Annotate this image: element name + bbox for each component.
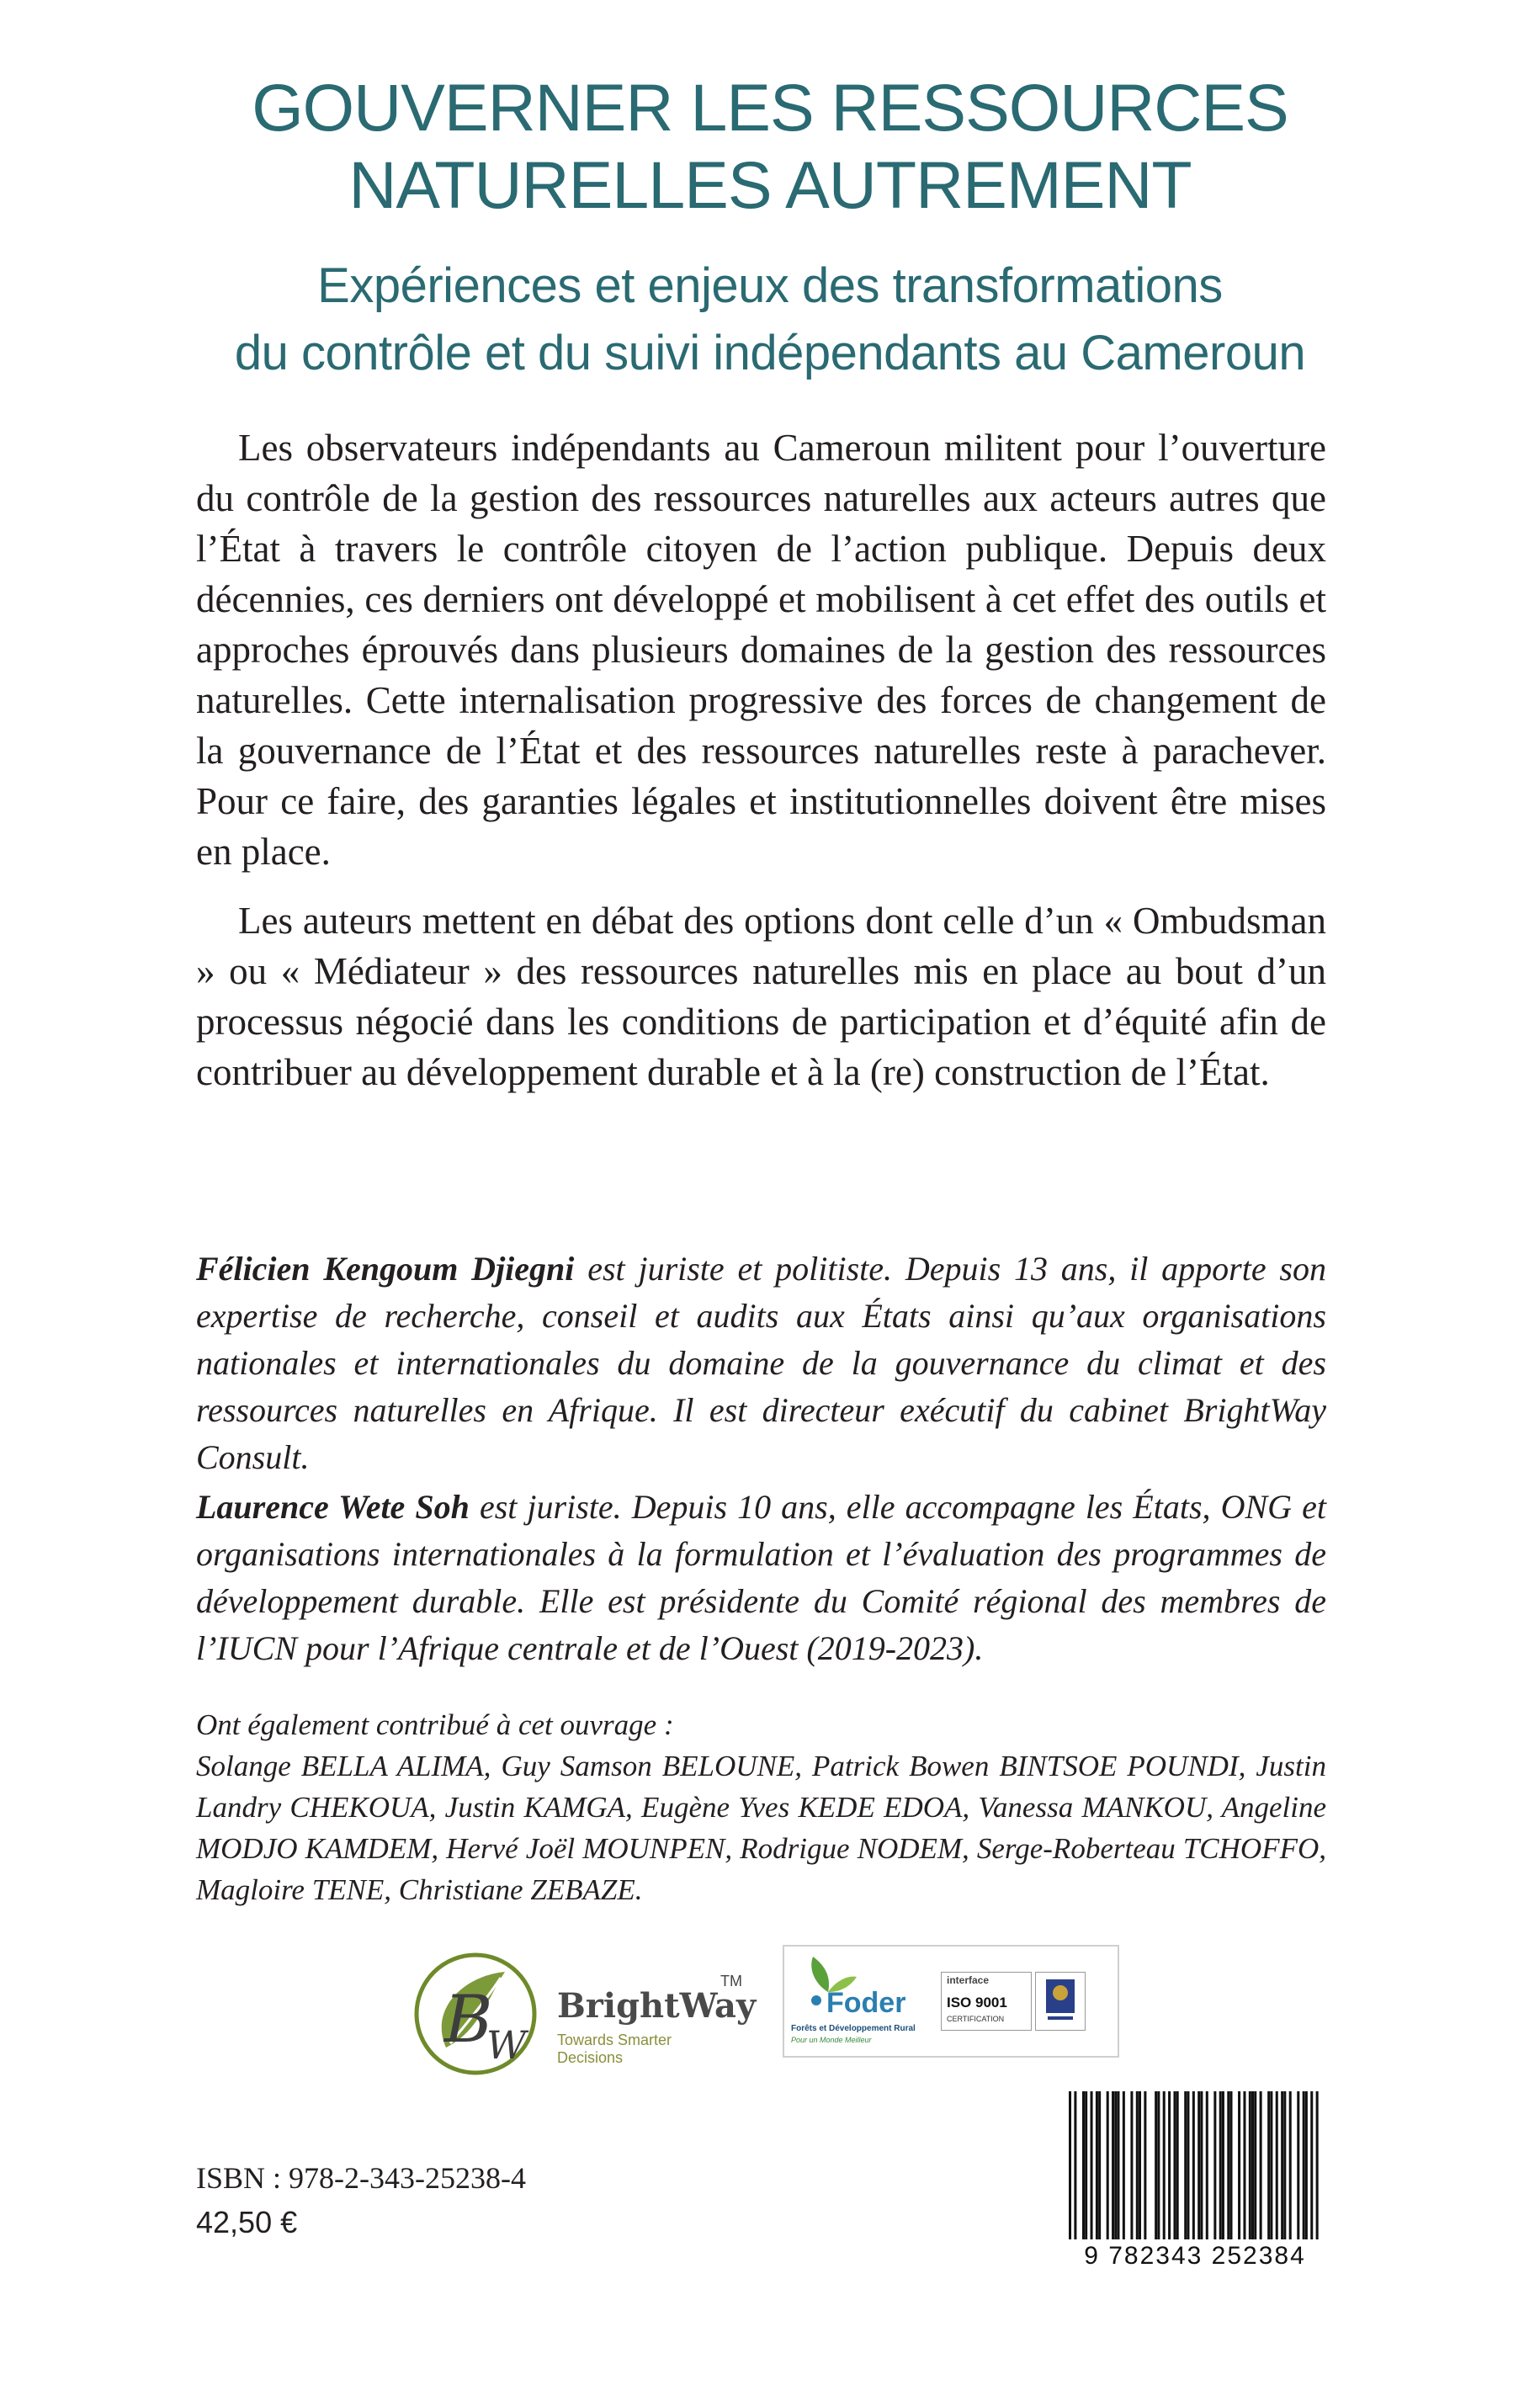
iso-badge-sub: CERTIFICATION bbox=[947, 2015, 1005, 2023]
barcode-bar bbox=[1123, 2091, 1125, 2239]
summary bbox=[196, 422, 1326, 1116]
barcode-bar bbox=[1251, 2091, 1254, 2239]
barcode-bar bbox=[1206, 2091, 1208, 2239]
barcode-bar bbox=[1139, 2091, 1141, 2239]
iso-badge-top: interface bbox=[947, 1974, 990, 1986]
barcode-bar bbox=[1085, 2091, 1087, 2239]
isbn-barcode bbox=[1069, 2091, 1321, 2239]
barcode-bar bbox=[1305, 2091, 1308, 2239]
barcode-bar bbox=[1144, 2091, 1146, 2239]
brightway-name: BrightWay bbox=[557, 1986, 757, 2026]
svg-text:W: W bbox=[486, 2022, 527, 2068]
barcode-bar bbox=[1219, 2091, 1222, 2239]
barcode-bar bbox=[1112, 2091, 1114, 2239]
barcode-bar bbox=[1163, 2091, 1166, 2239]
barcode-bar bbox=[1316, 2091, 1319, 2239]
brightway-mark-icon bbox=[412, 1951, 539, 2077]
barcode-bar bbox=[1176, 2091, 1179, 2239]
barcode-bar bbox=[1289, 2091, 1292, 2239]
barcode-bar bbox=[1187, 2091, 1189, 2239]
isbn-number: ISBN : 978-2-343-25238-4 bbox=[196, 2161, 526, 2195]
barcode-bar bbox=[1136, 2091, 1139, 2239]
barcode-bar bbox=[1173, 2091, 1176, 2239]
barcode-bar bbox=[1168, 2091, 1171, 2239]
barcode-bar bbox=[1098, 2091, 1101, 2239]
barcode-bar bbox=[1155, 2091, 1157, 2239]
barcode-bar bbox=[1249, 2091, 1251, 2239]
barcode-bar bbox=[1270, 2091, 1272, 2239]
barcode-bar bbox=[1297, 2091, 1299, 2239]
barcode-bar bbox=[1069, 2091, 1071, 2239]
barcode-bar bbox=[1254, 2091, 1256, 2239]
foder-logo-box bbox=[783, 1945, 1119, 2058]
summary-paragraph-2: Les auteurs mettent en débat des options dont celle d’un « Ombudsman » ou « Médiateur » des ressources naturelles mis en place au bout d’un processus négocié dans les conditions de participation et d’équité afin de contribuer au développement durable et à la (re) construction de l’État. bbox=[196, 900, 1326, 1093]
barcode-bar bbox=[1082, 2091, 1085, 2239]
barcode-bar bbox=[1096, 2091, 1098, 2239]
barcode-bar bbox=[1238, 2091, 1240, 2239]
barcode-digits: 9 782343 252384 bbox=[1084, 2242, 1306, 2270]
barcode-bar bbox=[1222, 2091, 1224, 2239]
title-line-1: GOUVERNER LES RESSOURCES bbox=[252, 70, 1288, 145]
svg-text:B: B bbox=[444, 1982, 493, 2058]
author-bio-text-1: est juriste et politiste. Depuis 13 ans, il apporte son expertise de recherche, conseil et audits aux États ainsi qu’aux organisations nationales et internationales du domaine de la gouvernance du climat et des ressources naturelles en Afrique. Il est directeur exécutif du cabinet BrightWay Consult. bbox=[196, 1250, 1326, 1476]
iso-certification-badge bbox=[941, 1972, 1032, 2031]
brightway-tagline: Towards Smarter Decisions bbox=[557, 2032, 672, 2066]
subtitle-line-2: du contrôle et du suivi indépendants au Cameroun bbox=[234, 326, 1306, 380]
foder-line-2: Pour un Monde Meilleur bbox=[791, 2036, 872, 2044]
contributors-intro: Ont également contribué à cet ouvrage : bbox=[196, 1708, 674, 1741]
barcode-bar bbox=[1114, 2091, 1117, 2239]
barcode-bar bbox=[1310, 2091, 1313, 2239]
summary-paragraph-1: Les observateurs indépendants au Cameroun militent pour l’ouverture du contrôle de la gestion des ressources naturelles aux acteurs autres que l’État à travers le contrôle citoyen de l’action publique. Depuis deux décennies, ces derniers ont développé et mobilisent à cet effet des outils et approches éprouvés dans plusieurs domaines de la gestion des ressources naturelles. Cette internalisation progressive des forces de changement de la gouvernance de l’État et des ressources naturelles reste à parachever. Pour ce faire, des garanties légales et institutionnelles doivent être mises en place. bbox=[196, 427, 1326, 873]
barcode-bar bbox=[1227, 2091, 1229, 2239]
barcode-bar bbox=[1107, 2091, 1109, 2239]
author-name-2: Laurence Wete Soh bbox=[196, 1488, 470, 1526]
contributors bbox=[196, 1704, 1326, 1910]
author-bio-text-2: est juriste. Depuis 10 ans, elle accompagne les États, ONG et organisations internationales à la formulation et l’évaluation des programmes de développement durable. Elle est présidente du Comité régional des membres de l’IUCN pour l’Afrique centrale et de l’Ouest (2019-2023). bbox=[196, 1488, 1326, 1667]
foder-name: Foder bbox=[826, 1987, 906, 2019]
barcode-bar bbox=[1276, 2091, 1278, 2239]
barcode-bar bbox=[1192, 2091, 1195, 2239]
iso-badge-main: ISO 9001 bbox=[947, 1995, 1007, 2011]
barcode-bar bbox=[1283, 2091, 1286, 2239]
foder-line-1: Forêts et Développement Rural bbox=[791, 2024, 916, 2033]
barcode-bar bbox=[1260, 2091, 1262, 2239]
barcode-bar bbox=[1184, 2091, 1187, 2239]
author-bio-2 bbox=[196, 1484, 1326, 1672]
barcode-bar bbox=[1303, 2091, 1305, 2239]
author-name-1: Félicien Kengoum Djiegni bbox=[196, 1250, 575, 1288]
price: 42,50 € bbox=[196, 2205, 298, 2239]
barcode-bar bbox=[1074, 2091, 1076, 2239]
barcode-bars-icon bbox=[1069, 2091, 1321, 2239]
barcode-bar bbox=[1091, 2091, 1093, 2239]
title-line-2: NATURELLES AUTREMENT bbox=[348, 147, 1192, 222]
book-title bbox=[0, 69, 1540, 224]
barcode-bar bbox=[1130, 2091, 1133, 2239]
barcode-bar bbox=[1117, 2091, 1119, 2239]
author-bio-1 bbox=[196, 1246, 1326, 1481]
contributors-names: Solange BELLA ALIMA, Guy Samson BELOUNE, Patrick Bowen BINTSOE POUNDI, Justin Landry CHEKOUA, Justin KAMGA, Eugène Yves KEDE EDOA, Vanessa MANKOU, Angeline MODJO KAMDEM, Hervé Joël MOUNPEN, Rodrigue NODEM, Serge-Roberteau TCHOFFO, Magloire TENE, Christiane ZEBAZE. bbox=[196, 1750, 1326, 1906]
brightway-logo bbox=[412, 1951, 757, 2077]
barcode-bar bbox=[1200, 2091, 1203, 2239]
brightway-tm: TM bbox=[720, 1973, 742, 1989]
accreditation-seal-icon bbox=[1035, 1972, 1086, 2031]
barcode-bar bbox=[1267, 2091, 1270, 2239]
subtitle-line-1: Expériences et enjeux des transformations bbox=[317, 258, 1223, 313]
barcode-bar bbox=[1213, 2091, 1216, 2239]
barcode-bar bbox=[1229, 2091, 1232, 2239]
barcode-bar bbox=[1197, 2091, 1200, 2239]
barcode-bar bbox=[1157, 2091, 1160, 2239]
barcode-bar bbox=[1243, 2091, 1245, 2239]
book-subtitle bbox=[0, 252, 1540, 387]
barcode-bar bbox=[1281, 2091, 1283, 2239]
